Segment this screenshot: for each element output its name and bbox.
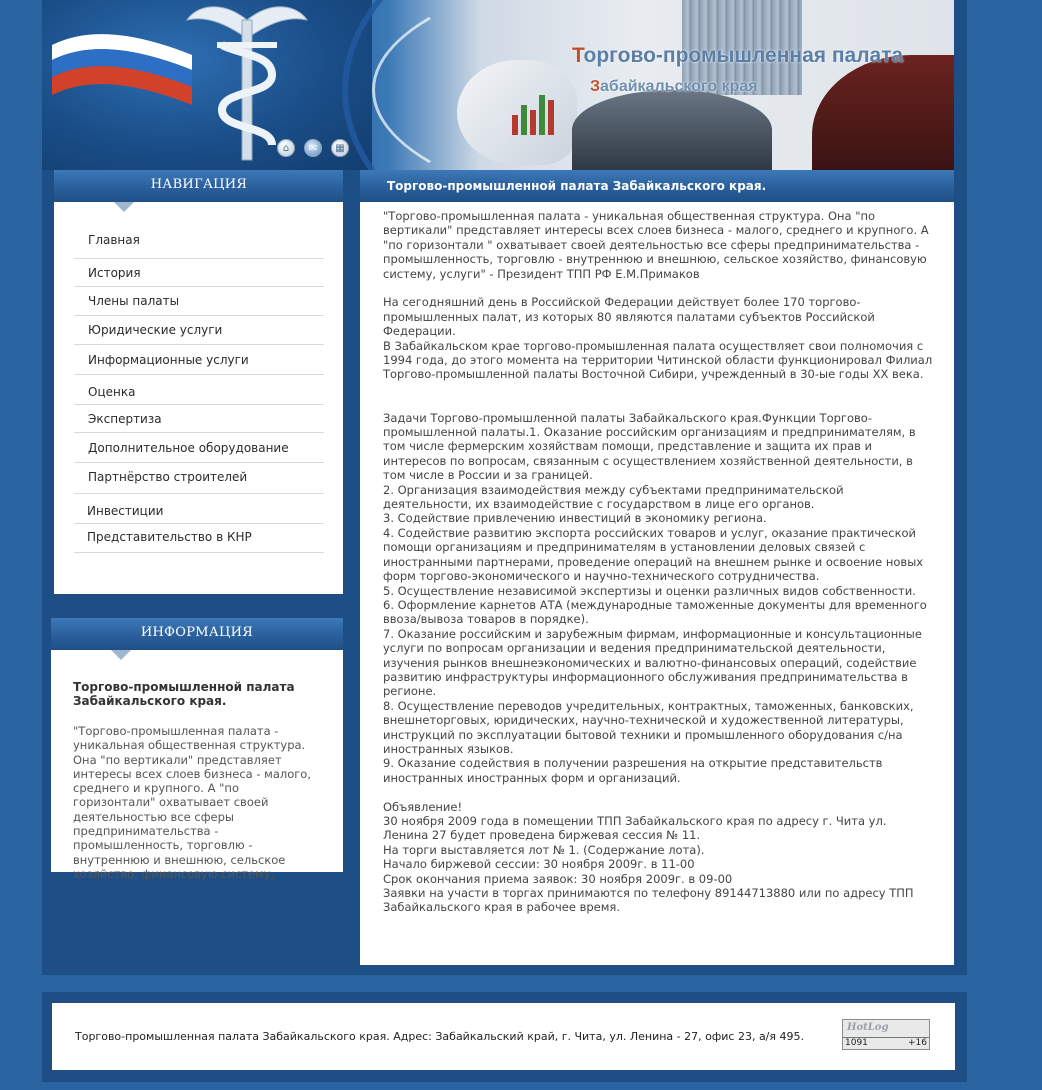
header-banner — [42, 0, 954, 170]
main-header — [360, 170, 954, 202]
sitemap-icon[interactable]: ▦ — [331, 139, 349, 157]
information-heading: Торгово-промышленной палата Забайкальского края. — [73, 680, 295, 708]
article-paragraph: Задачи Торгово-промышленной палаты Забайкальского края.Функции Торгово-промышленной палаты.1. Оказание российским организациям и предпринимателям, в том числе фермерским хозяйствам помощи, представление и защита их прав и интересов по вопросам, связанным с осуществлением хозяйственной деятельности, в том числе в России и за границей. — [383, 410, 916, 483]
article-paragraph: 6. Оформление карнетов АТА (международные таможенные документы для временного ввоза/вывоза товаров в порядке). — [383, 597, 927, 627]
paragraph-gap — [383, 281, 933, 295]
nav-item-builders[interactable]: Партнёрство строителей — [74, 463, 324, 494]
article-paragraph: 4. Содействие развитию экспорта российских товаров и услуг, оказание практической помощи организациям и предпринимателям в установлении деловых связей с иностранными партнерами, проведение операций на внешнем рынке и освоение новых форм торгово-экономического и научно-технического сотрудничества. — [383, 525, 924, 584]
article-paragraph: 8. Осуществление переводов учредительных, контрактных, таможенных, банковских, внешнеторговых, юридических, научно-технической и художественной литературы, инструкций по эксплуатации бытовой техники и промышленного оборудования с/на иностранных языков. — [383, 698, 914, 756]
nav-item-information[interactable]: Информационные услуги — [74, 345, 324, 375]
information-pointer — [111, 650, 131, 660]
article-paragraph: Начало биржевой сессии: 30 ноября 2009г. в 11-00 — [383, 857, 695, 872]
main-title: Торгово-промышленной палата Забайкальского края. — [387, 179, 767, 193]
nav-item-members[interactable]: Члены палаты — [74, 287, 324, 316]
paragraph-gap — [383, 382, 933, 396]
navigation-header — [54, 170, 344, 202]
navigation-title: НАВИГАЦИЯ — [150, 177, 248, 192]
header-icon-bar — [277, 139, 349, 157]
nav-item-investments[interactable]: Инвестиции — [74, 494, 324, 524]
article-paragraph: Заявки на участи в торгах принимаются по телефону 89144713880 или по адресу ТПП Забайкальского края в рабочее время. — [383, 886, 914, 915]
nav-item-equipment[interactable]: Дополнительное оборудование — [74, 433, 324, 463]
article-paragraph: "Торгово-промышленная палата - уникальная общественная структура. Она "по вертикали" представляет интересы всех слоев бизнеса - малого, среднего и крупного. А "по горизонтали " охватывает своей деятельностью все сферы предпринимательства - промышленность, торговлю - внутреннюю и внешнюю, сельское хозяйство, финансовую систему, услуги" - Президент ТПП РФ Е.М.Примаков — [383, 209, 929, 281]
nav-item-history[interactable]: История — [74, 259, 324, 287]
nav-item-china-office[interactable]: Представительство в КНР — [74, 524, 324, 553]
paragraph-gap — [383, 396, 933, 410]
header-business-photo — [572, 90, 772, 170]
article-paragraph: На сегодняшний день в Российской Федерации действует более 170 торгово-промышленных палат, из которых 80 являются палатами субъектов Российской Федерации. — [383, 295, 875, 339]
article-paragraph: 9. Оказание содействия в получении разрешения на открытие представительств иностранных иностранных форм и организаций. — [383, 756, 883, 785]
site-subtitle-initial: З — [590, 78, 601, 95]
navigation-pointer — [114, 202, 134, 212]
flag-ribbon-icon — [52, 15, 202, 125]
home-icon[interactable]: ⌂ — [277, 139, 295, 157]
nav-item-valuation[interactable]: Оценка — [74, 375, 324, 405]
article-paragraph: 5. Осуществление независимой экспертизы и оценки различных видов собственности. — [383, 583, 916, 598]
site-title-text: оргово-промышленная палата — [583, 44, 904, 67]
navigation-panel — [54, 170, 344, 594]
article-paragraph: Объявление! — [383, 799, 463, 814]
site-title-initial: Т — [572, 44, 584, 67]
footer-address: Торгово-промышленная палата Забайкальского края. Адрес: Забайкальский край, г. Чита, ул. Ленина - 27, офис 23, а/я 495. — [75, 1030, 804, 1043]
site-subtitle — [590, 78, 758, 96]
header-chart-photo — [457, 60, 577, 165]
nav-item-home[interactable]: Главная — [74, 222, 324, 259]
article-paragraph: 3. Содействие привлечению инвестиций в экономику региона. — [383, 511, 767, 526]
information-panel — [51, 618, 343, 881]
article-paragraph: 30 ноября 2009 года в помещении ТПП Забайкальского края по адресу г. Чита ул. Ленина 27 будет проведена биржевая сессия № 11. — [383, 814, 887, 843]
article-paragraph: Срок окончания приема заявок: 30 ноября 2009г. в 09-00 — [383, 871, 733, 886]
hotlog-logo: HotLog — [847, 1022, 889, 1033]
main-article — [383, 209, 933, 915]
nav-item-expertise[interactable]: Экспертиза — [74, 405, 324, 433]
article-paragraph: 2. Организация взаимодействия между субъектами предпринимательской деятельности, их взаимодействие с государством в лице его органов. — [383, 482, 844, 512]
site-subtitle-text: абайкальского края — [600, 78, 758, 95]
article-paragraph: 7. Оказание российским и зарубежным фирмам, информационные и консультационные услуги по вопросам организации и ведения предпринимательской деятельности, изучения рынков внешнеэкономических и валютно-финансовых операций, содействие развитию инфраструктуры информационного обслуживания предпринимательства в регионе. — [383, 626, 922, 699]
information-text: "Торгово-промышленная палата - уникальная общественная структура. Она "по вертикали" представляет интересы всех слоев бизнеса - малого, среднего и крупного. А "по горизонтали" охватывает своей деятельностью все сферы предпринимательства - промышленность, торговлю - внутреннюю и внешнюю, сельское хозяйство, финансовую систему, — [73, 724, 312, 881]
hotlog-counter[interactable] — [842, 1019, 930, 1050]
site-title — [572, 44, 903, 68]
navigation-list — [74, 222, 324, 553]
article-paragraph: На торги выставляется лот № 1. (Содержание лота). — [383, 842, 705, 857]
nav-item-legal[interactable]: Юридические услуги — [74, 316, 324, 345]
mail-icon[interactable]: ✉ — [304, 139, 322, 157]
information-header — [51, 618, 343, 650]
paragraph-gap — [383, 785, 933, 799]
counter-visits: 1091 — [845, 1038, 868, 1048]
counter-today: +16 — [908, 1038, 927, 1048]
information-title: ИНФОРМАЦИЯ — [140, 625, 254, 640]
article-paragraph: В Забайкальском крае торгово-промышленная палата осуществляет свои полномочия с 1994 года, до этого момента на территории Читинской области функционировал Филиал Торгово-промышленной палаты Восточной Сибири, учрежденный в 30-ые годы XX века. — [383, 338, 933, 382]
